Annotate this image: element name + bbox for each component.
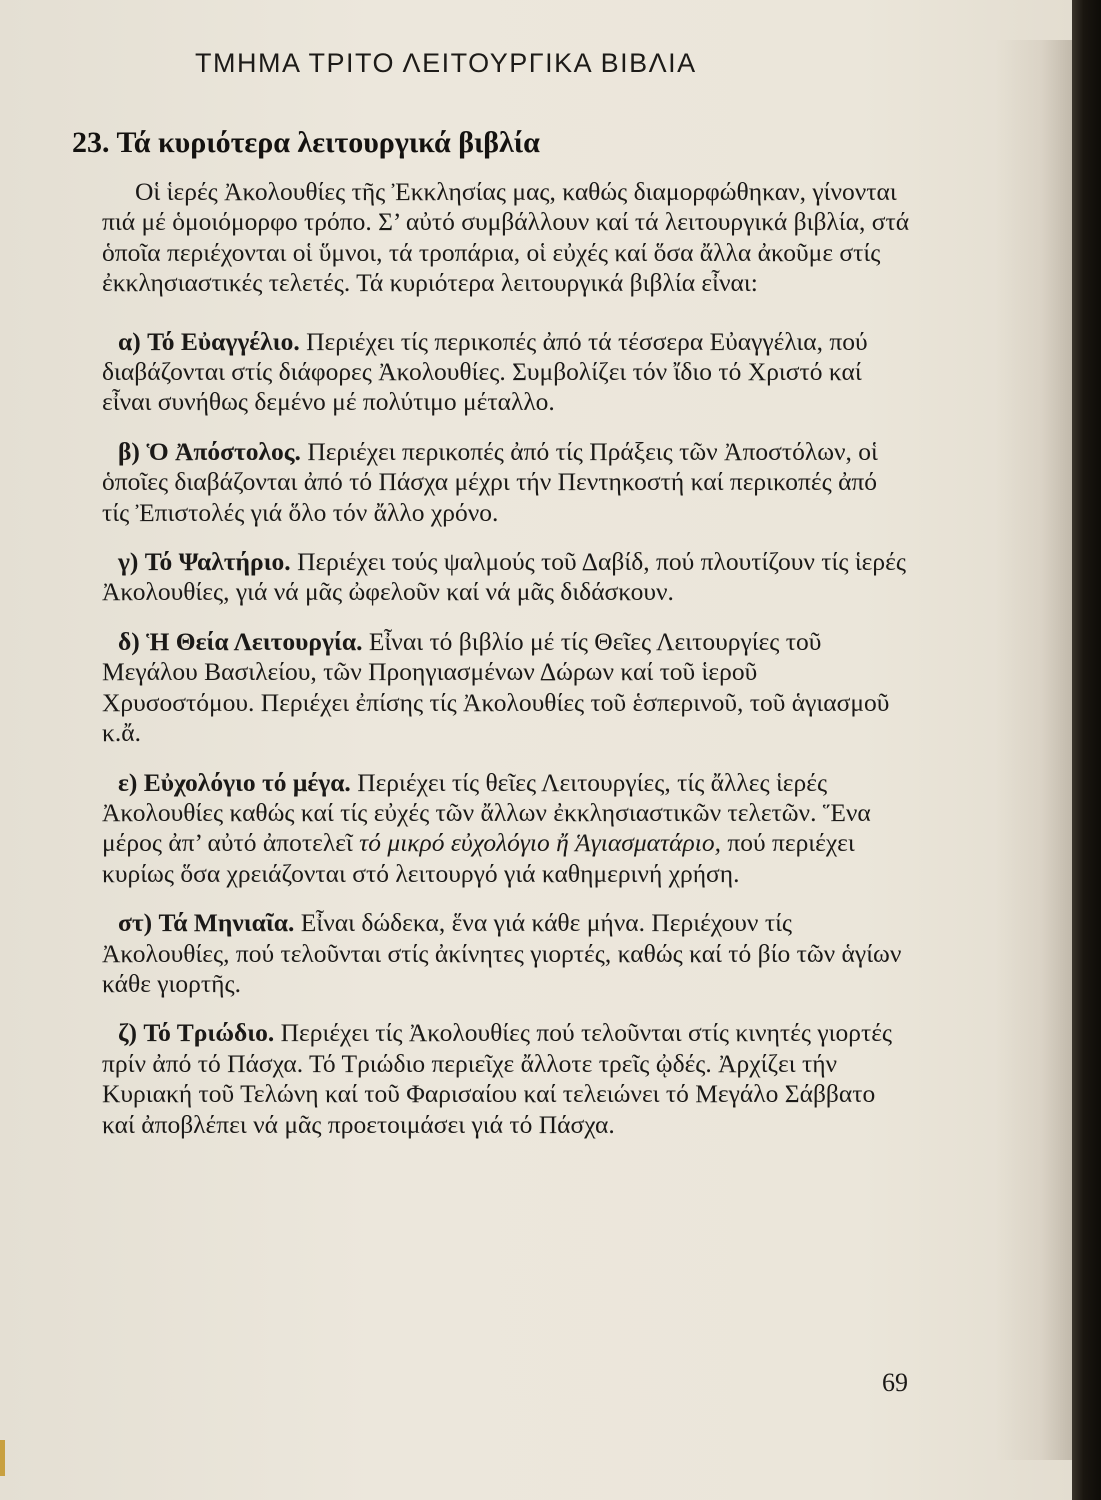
item-title: Τό Ψαλτήριο.	[144, 547, 291, 577]
item-label: στ)	[118, 908, 153, 938]
item-text: Περιέχει περικοπές ἀπό τίς Πράξεις τῶν Ἀποστόλων, οἱ ὁποῖες διαβάζονται ἀπό τό Πάσχα μέχρι τήν Πεντηκοστή καί περικοπές ἀπό τίς Ἐπιστολές γιά ὅλο τόν ἄλλο χρόνο.	[102, 436, 878, 527]
item-label: α)	[118, 326, 141, 356]
item-text: Περιέχει τίς περικοπές ἀπό τά τέσσερα Εὐαγγέλια, πού διαβάζονται στίς διάφορες Ἀκολουθίες. Συμβολίζει τόν ἴδιο τό Χριστό καί εἶναι συνήθως δεμένο μέ πολύτιμο μέταλλο.	[102, 326, 868, 417]
item-label: δ)	[118, 626, 140, 656]
item-label: β)	[118, 436, 140, 466]
item-label: ε)	[118, 767, 138, 797]
item-text: Περιέχει τούς ψαλμούς τοῦ Δαβίδ, πού πλουτίζουν τίς ἱερές Ἀκολουθίες, γιά νά μᾶς ὠφελοῦν καί νά μᾶς διδάσκουν.	[102, 547, 906, 607]
item-text: Περιέχει τίς θεῖες Λειτουργίες, τίς ἄλλες ἱερές Ἀκολουθίες καθώς καί τίς εὐχές τῶν ἄλλων ἐκκλησιαστικῶν τελετῶν. Ἕνα μέρος ἀπ’ αὐτό ἀποτελεῖ	[102, 767, 871, 858]
chapter-title: 23. Τά κυριότερα λειτουργικά βιβλία	[72, 126, 540, 159]
item-menaia	[102, 908, 910, 999]
item-divine-liturgy	[102, 627, 910, 749]
item-title: Ὁ Ἀπόστολος.	[146, 436, 301, 466]
item-title: Τό Εὐαγγέλιο.	[147, 326, 300, 356]
item-title: Ἡ Θεία Λειτουργία.	[146, 626, 363, 656]
page-number: 69	[882, 1368, 908, 1397]
item-text: Περιέχει τίς Ἀκολουθίες πού τελοῦνται στίς κινητές γιορτές πρίν ἀπό τό Πάσχα. Τό Τριώδιο περιεῖχε ἄλλοτε τρεῖς ᾠδές. Ἀρχίζει τήν Κυριακή τοῦ Τελώνη καί τοῦ Φαρισαίου καί τελειώνει τό Μεγάλο Σάββατο καί ἀποβλέπει νά μᾶς προετοιμάσει γιά τό Πάσχα.	[102, 1018, 892, 1139]
item-title: Τά Μηνιαῖα.	[158, 908, 295, 938]
item-gospel	[102, 327, 910, 418]
item-title: Τό Τριώδιο.	[143, 1018, 275, 1048]
item-text: Εἶναι δώδεκα, ἕνα γιά κάθε μήνα. Περιέχουν τίς Ἀκολουθίες, πού τελοῦνται στίς ἀκίνητες γιορτές, καθώς καί τό βίο τῶν ἁγίων κάθε γιορτῆς.	[102, 908, 902, 998]
item-text: πού περιέχει κυρίως ὅσα χρειάζονται στό λειτουργό γιά καθημερινή χρήση.	[102, 828, 855, 888]
body-text	[102, 177, 910, 1159]
item-euchologion	[102, 768, 910, 890]
show-through-shadow	[995, 40, 1072, 1460]
item-text: Εἶναι τό βιβλίο μέ τίς Θεῖες Λειτουργίες τοῦ Μεγάλου Βασιλείου, τῶν Προηγιασμένων Δώρων καί τοῦ ἱεροῦ Χρυσοστόμου. Περιέχει ἐπίσης τίς Ἀκολουθίες τοῦ ἑσπερινοῦ, τοῦ ἁγιασμοῦ κ.ἄ.	[102, 626, 890, 748]
intro-paragraph: Οἱ ἱερές Ἀκολουθίες τῆς Ἐκκλησίας μας, καθώς διαμορφώθηκαν, γίνονται πιά μέ ὁμοιόμορφο τρόπο. Σ’ αὐτό συμβάλλουν καί τά λειτουργικά βιβλία, στά ὁποῖα περιέχονται οἱ ὕμνοι, τά τροπάρια, οἱ εὐχές καί ὅσα ἄλλα ἀκοῦμε στίς ἐκκλησιαστικές τελετές. Τά κυριότερα λειτουργικά βιβλία εἶναι:	[102, 177, 910, 298]
item-triodion	[102, 1018, 910, 1140]
item-title: Εὐχολόγιο τό μέγα.	[143, 767, 351, 797]
book-binding-edge	[1072, 0, 1101, 1500]
section-header: ΤΜΗΜΑ ΤΡΙΤΟ ΛΕΙΤΟΥΡΓΙΚΑ ΒΙΒΛΙΑ	[195, 48, 697, 78]
item-psalter	[102, 547, 910, 608]
item-label: ζ)	[118, 1018, 138, 1048]
item-text-italic: τό μικρό εὐχολόγιο ἤ Ἁγιασματάριο,	[359, 828, 721, 858]
item-label: γ)	[118, 547, 139, 577]
scan-edge-mark	[0, 1440, 5, 1476]
item-apostle	[102, 437, 910, 528]
